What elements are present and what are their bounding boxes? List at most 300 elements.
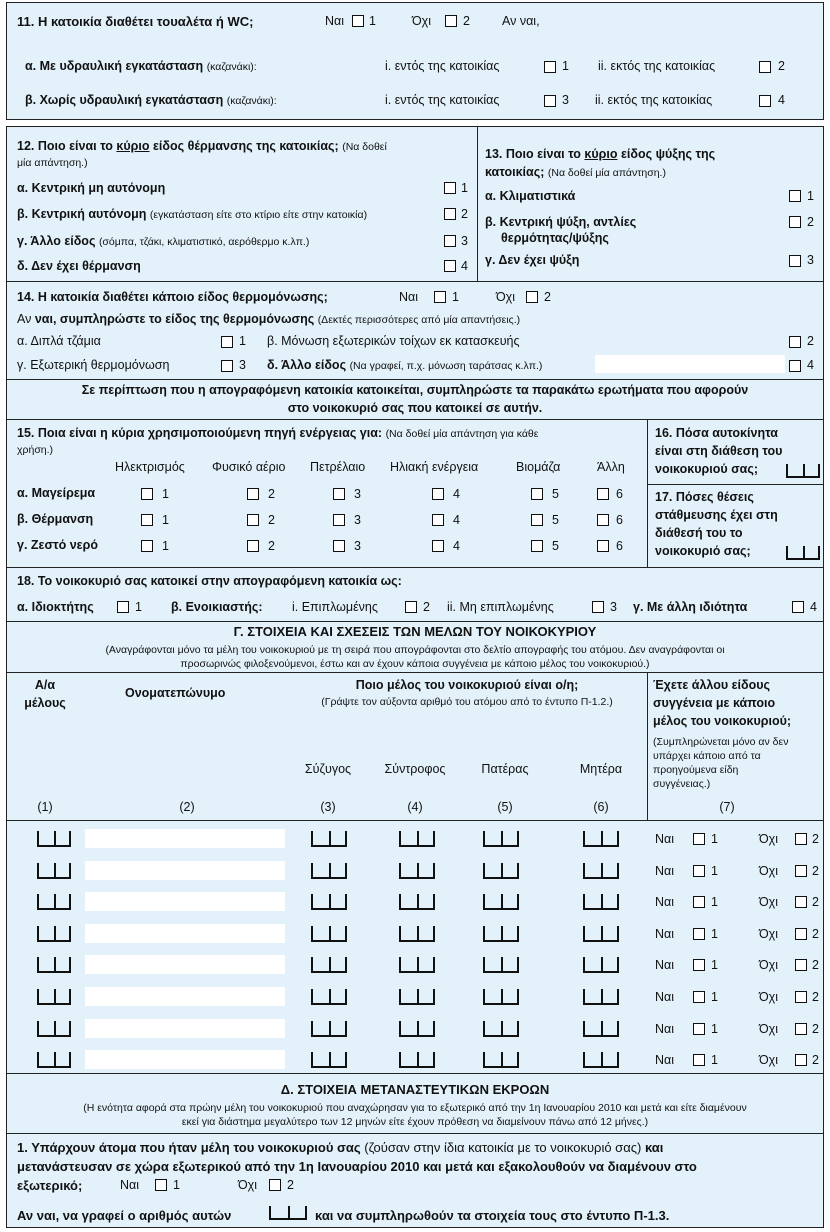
member-no-checkbox[interactable]	[795, 896, 807, 908]
q11-a-out: ii. εκτός της κατοικίας	[598, 59, 716, 73]
member-partner-digits[interactable]	[399, 894, 435, 910]
member-no-code: 2	[812, 1053, 819, 1068]
q11-b-in-code: 3	[562, 93, 569, 107]
member-no-label: Όχι	[759, 1021, 779, 1036]
inhabited-note	[6, 380, 824, 420]
member-no-code: 2	[812, 895, 819, 910]
secd-no-label: Όχι	[238, 1178, 258, 1192]
q11-b-out-code: 4	[778, 93, 785, 107]
q14-d-code: 4	[807, 358, 814, 372]
q11-a-in: i. εντός της κατοικίας	[385, 59, 500, 73]
q11-if-yes: Αν ναι,	[502, 14, 540, 28]
member-yes-code: 1	[711, 990, 718, 1004]
member-mother-digits[interactable]	[583, 926, 619, 942]
q13-question-line2: κατοικίας; (Να δοθεί μία απάντηση.)	[485, 165, 666, 179]
member-serial-digits[interactable]	[37, 926, 71, 942]
col7-number: (7)	[719, 800, 735, 814]
q15-cooking-1-checkbox[interactable]	[141, 488, 153, 500]
q11-a-in-code: 1	[562, 59, 569, 73]
q15-code: 2	[268, 487, 275, 501]
q14-c-checkbox[interactable]	[221, 360, 233, 372]
q15-code: 1	[162, 513, 169, 527]
q14-question: 14. Η κατοικία διαθέτει κάποιο είδος θερμομόνωσης;	[17, 290, 328, 304]
member-name-input[interactable]	[85, 1050, 285, 1069]
member-name-input[interactable]	[85, 1019, 285, 1038]
secd-if-yes-continued: και να συμπληρωθούν τα στοιχεία τους στο έντυπο Π-1.3.	[315, 1208, 670, 1223]
secd-q1-line3: εξωτερικό;	[17, 1178, 83, 1193]
q14-a-label: α. Διπλά τζάμια	[17, 334, 101, 348]
secd-yes-code: 1	[173, 1178, 180, 1192]
q15-heating-5-checkbox[interactable]	[531, 514, 543, 526]
member-yes-code: 1	[711, 1053, 718, 1068]
q18-owner-code: 1	[135, 600, 142, 614]
member-yes-label: Ναι	[655, 1053, 675, 1068]
q14-d-label: δ. Άλλο είδος (Να γραφεί, π.χ. μόνωση ταράτσας κ.λπ.)	[267, 358, 543, 372]
q15-source-biomass: Βιομάζα	[516, 460, 561, 474]
member-yes-code: 1	[711, 832, 718, 846]
q15-code: 4	[453, 487, 460, 501]
q17-line2: στάθμευσης έχει στη	[655, 508, 778, 522]
col7-note-1: (Συμπληρώνεται μόνο αν δεν	[653, 736, 789, 748]
q17-digit-box[interactable]	[786, 546, 820, 560]
q18-other: γ. Με άλλη ιδιότητα	[633, 600, 748, 614]
q12-note: μία απάντηση.)	[17, 157, 88, 169]
member-yes-label: Ναι	[655, 990, 675, 1004]
q15-heating-6-checkbox[interactable]	[597, 514, 609, 526]
member-spouse-digits[interactable]	[311, 1021, 347, 1037]
col1-number: (1)	[37, 800, 53, 814]
section-g-note1: (Αναγράφονται μόνο τα μέλη του νοικοκυριού με τη σειρά που απογράφονται στο δελτίο απογραφής του ατόμου. Δεν αναγράφονται οι	[105, 644, 725, 656]
col2-number: (2)	[179, 800, 195, 814]
secd-q1-line2: μετανάστευσαν σε χώρα εξωτερικού από την 1η Ιανουαρίου 2010 και μετά και εξακολουθούν να διαμένουν στο	[17, 1159, 697, 1174]
q15-hotwater-2-checkbox[interactable]	[247, 540, 259, 552]
member-no-code: 2	[812, 926, 819, 941]
member-no-code: 2	[812, 1021, 819, 1036]
col7-note-3: προηγούμενα είδη	[653, 764, 739, 776]
member-yes-code: 1	[711, 1021, 718, 1036]
member-no-checkbox[interactable]	[795, 991, 807, 1003]
member-father-digits[interactable]	[483, 863, 519, 879]
q15-hotwater-5-checkbox[interactable]	[531, 540, 543, 552]
q16-q17-divider	[647, 484, 823, 485]
q13-a-code: 1	[807, 189, 814, 203]
member-serial-digits[interactable]	[37, 989, 71, 1005]
member-father-digits[interactable]	[483, 1021, 519, 1037]
q11-yes-checkbox[interactable]	[352, 15, 364, 27]
q18-unfurnished-checkbox[interactable]	[592, 601, 604, 613]
q11-question: 11. Η κατοικία διαθέτει τουαλέτα ή WC;	[17, 14, 254, 29]
member-no-code: 2	[812, 990, 819, 1004]
member-name-input[interactable]	[85, 924, 285, 943]
member-no-label: Όχι	[759, 863, 779, 878]
who-header: Ποιο μέλος του νοικοκυριού είναι ο/η;	[355, 678, 579, 692]
q11-b-in: i. εντός της κατοικίας	[385, 93, 500, 107]
member-father-digits[interactable]	[483, 957, 519, 973]
q15-hotwater-6-checkbox[interactable]	[597, 540, 609, 552]
q15-code: 5	[552, 487, 559, 501]
member-yes-code: 1	[711, 863, 718, 878]
q16-digit-box[interactable]	[786, 464, 820, 478]
member-yes-label: Ναι	[655, 1021, 675, 1036]
q18-furnished-code: 2	[423, 600, 430, 614]
q15-code: 3	[354, 513, 361, 527]
q15-code: 6	[616, 513, 623, 527]
q12-question: 12. Ποιο είναι το κύριο είδος θέρμανσης της κατοικίας; (Να δοθεί	[17, 139, 387, 153]
q15-cooking-6-checkbox[interactable]	[597, 488, 609, 500]
q15-hotwater-4-checkbox[interactable]	[432, 540, 444, 552]
member-no-checkbox[interactable]	[795, 928, 807, 940]
member-spouse-digits[interactable]	[311, 894, 347, 910]
q18-other-checkbox[interactable]	[792, 601, 804, 613]
q11-a-out-code: 2	[778, 59, 785, 73]
section-d-note1: (Η ενότητα αφορά στα πρώην μέλη του νοικοκυριού που αναχώρησαν για το εξωτερικό από την 1η Ιανουαρίου 2010 και μετά και είτε διαμένουν	[83, 1102, 747, 1114]
q12-b-code: 2	[461, 207, 468, 221]
q14-no-code: 2	[544, 290, 551, 304]
member-no-label: Όχι	[759, 1053, 779, 1068]
member-yes-checkbox[interactable]	[693, 833, 705, 845]
member-row	[7, 827, 823, 851]
member-partner-digits[interactable]	[399, 1052, 435, 1068]
inhabited-note-line2: στο νοικοκυριό σας που κατοικεί σε αυτήν.	[287, 401, 543, 415]
q17-line4: νοικοκυριό σας;	[655, 544, 751, 558]
member-partner-digits[interactable]	[399, 831, 435, 847]
member-yes-code: 1	[711, 958, 718, 973]
q18-question: 18. Το νοικοκυριό σας κατοικεί στην απογραφόμενη κατοικία ως:	[17, 574, 402, 588]
col5-header: Πατέρας	[481, 762, 529, 776]
member-no-code: 2	[812, 863, 819, 878]
q12-option-c: γ. Άλλο είδος (σόμπα, τζάκι, κλιματιστικό, αερόθερμο κ.λπ.)	[17, 234, 310, 248]
secd-count-digit-box[interactable]	[269, 1206, 307, 1220]
member-father-digits[interactable]	[483, 894, 519, 910]
q14-b-label: β. Μόνωση εξωτερικών τοίχων εκ κατασκευής	[267, 334, 520, 348]
section-d-note2: εκεί για διάστημα μεγαλύτερο των 12 μηνών είτε έχουν πρόθεση να διαμείνουν πάνω από 12 μήνες.)	[181, 1116, 649, 1128]
q15-source-other: Άλλη	[597, 460, 625, 474]
secd-no-code: 2	[287, 1178, 294, 1192]
q18-furnished: i. Επιπλωμένης	[292, 600, 378, 614]
q15-cooking-5-checkbox[interactable]	[531, 488, 543, 500]
q16-line2: είναι στη διάθεση του	[655, 444, 783, 458]
q11-no-label: Όχι	[412, 14, 432, 28]
member-serial-digits[interactable]	[37, 957, 71, 973]
q13-c-checkbox[interactable]	[789, 255, 801, 267]
member-mother-digits[interactable]	[583, 1021, 619, 1037]
q11-a-label: α. Με υδραυλική εγκατάσταση (καζανάκι):	[25, 59, 257, 73]
q15-row-heating: β. Θέρμανση	[17, 512, 94, 526]
member-no-checkbox[interactable]	[795, 1054, 807, 1066]
q15-heating-2-checkbox[interactable]	[247, 514, 259, 526]
member-no-label: Όχι	[759, 895, 779, 910]
q15-code: 2	[268, 539, 275, 553]
member-row	[7, 953, 823, 977]
member-yes-label: Ναι	[655, 863, 675, 878]
member-spouse-digits[interactable]	[311, 1052, 347, 1068]
q11-b-label: β. Χωρίς υδραυλική εγκατάσταση (καζανάκι):	[25, 93, 277, 107]
member-yes-code: 1	[711, 926, 718, 941]
section-g-note2: προσωρινώς φιλοξενούμενοι, έστω και αν έχουν κάποια συγγένεια με κάποιο μέλος του νοικοκυριού.)	[180, 658, 650, 670]
q18-owner: α. Ιδιοκτήτης	[17, 600, 94, 614]
q15-code: 1	[162, 487, 169, 501]
q11-section	[6, 2, 824, 120]
member-row	[7, 1048, 823, 1072]
member-no-label: Όχι	[759, 926, 779, 941]
q18-owner-checkbox[interactable]	[117, 601, 129, 613]
member-mother-digits[interactable]	[583, 894, 619, 910]
q15-question: 15. Ποια είναι η κύρια χρησιμοποιούμενη πηγή ενέργειας για: (Να δοθεί μία απάντηση για κάθε	[17, 426, 539, 440]
q12-a-checkbox[interactable]	[444, 182, 456, 194]
secd-yes-checkbox[interactable]	[155, 1179, 167, 1191]
q16-line3: νοικοκυριού σας;	[655, 462, 758, 476]
section-d	[6, 1074, 824, 1134]
secd-no-checkbox[interactable]	[269, 1179, 281, 1191]
col4-header: Σύντροφος	[384, 762, 446, 776]
q11-no-checkbox[interactable]	[445, 15, 457, 27]
q14-d-checkbox[interactable]	[789, 360, 801, 372]
member-serial-digits[interactable]	[37, 1052, 71, 1068]
q11-a-in-checkbox[interactable]	[544, 61, 556, 73]
member-row	[7, 922, 823, 946]
q15-heating-4-checkbox[interactable]	[432, 514, 444, 526]
member-row	[7, 1017, 823, 1041]
q15-code: 6	[616, 487, 623, 501]
col3-header: Σύζυγος	[304, 762, 352, 776]
member-serial-digits[interactable]	[37, 831, 71, 847]
member-yes-label: Ναι	[655, 832, 675, 846]
member-father-digits[interactable]	[483, 831, 519, 847]
q15-code: 4	[453, 513, 460, 527]
q13-option-b-line2: θερμότητας/ψύξης	[501, 231, 609, 245]
inhabited-note-line1: Σε περίπτωση που η απογραφόμενη κατοικία κατοικείται, συμπληρώστε τα παρακάτω ερωτήματα που αφορούν	[81, 383, 749, 397]
q17-line3: διάθεσή του το	[655, 526, 743, 540]
q11-b-out: ii. εκτός της κατοικίας	[595, 93, 713, 107]
q13-option-c: γ. Δεν έχει ψύξη	[485, 253, 580, 267]
q14-other-input[interactable]	[595, 355, 785, 373]
secd-yes-label: Ναι	[120, 1178, 140, 1192]
q15-code: 6	[616, 539, 623, 553]
member-no-label: Όχι	[759, 958, 779, 973]
secd-if-yes: Αν ναι, να γραφεί ο αριθμός αυτών	[17, 1208, 232, 1223]
q15-cooking-2-checkbox[interactable]	[247, 488, 259, 500]
section-g-rows-line	[7, 820, 823, 821]
q15-section	[6, 420, 824, 568]
section-g	[6, 622, 824, 1074]
q11-no-code: 2	[463, 14, 470, 28]
member-name-input[interactable]	[85, 955, 285, 974]
q12-d-code: 4	[461, 259, 468, 273]
member-yes-label: Ναι	[655, 926, 675, 941]
q14-no-label: Όχι	[496, 290, 516, 304]
section-d-q1	[6, 1134, 824, 1228]
q15-hotwater-1-checkbox[interactable]	[141, 540, 153, 552]
q18-other-code: 4	[810, 600, 817, 614]
member-father-digits[interactable]	[483, 1052, 519, 1068]
q14-yes-checkbox[interactable]	[434, 291, 446, 303]
q15-code: 3	[354, 539, 361, 553]
member-no-checkbox[interactable]	[795, 833, 807, 845]
q18-unfurnished: ii. Μη επιπλωμένης	[447, 600, 554, 614]
member-name-input[interactable]	[85, 829, 285, 848]
member-spouse-digits[interactable]	[311, 957, 347, 973]
member-spouse-digits[interactable]	[311, 926, 347, 942]
col4-number: (4)	[407, 800, 423, 814]
member-partner-digits[interactable]	[399, 957, 435, 973]
q11-b-in-checkbox[interactable]	[544, 95, 556, 107]
member-father-digits[interactable]	[483, 989, 519, 1005]
col7-header-l3: μέλος του νοικοκυριού;	[653, 714, 792, 728]
q12-c-code: 3	[461, 234, 468, 248]
q15-code: 3	[354, 487, 361, 501]
q14-yes-code: 1	[452, 290, 459, 304]
q13-option-b: β. Κεντρική ψύξη, αντλίες	[485, 215, 637, 229]
member-partner-digits[interactable]	[399, 989, 435, 1005]
col6-header: Μητέρα	[579, 762, 623, 776]
member-yes-label: Ναι	[655, 958, 675, 973]
member-no-checkbox[interactable]	[795, 959, 807, 971]
member-no-checkbox[interactable]	[795, 1023, 807, 1035]
q14-a-code: 1	[239, 334, 246, 348]
q14-no-checkbox[interactable]	[526, 291, 538, 303]
member-partner-digits[interactable]	[399, 1021, 435, 1037]
q15-divider	[647, 420, 648, 567]
member-mother-digits[interactable]	[583, 863, 619, 879]
q11-yes-code: 1	[369, 14, 376, 28]
section-d-title: Δ. ΣΤΟΙΧΕΙΑ ΜΕΤΑΝΑΣΤΕΥΤΙΚΩΝ ΕΚΡΟΩΝ	[280, 1082, 550, 1097]
member-yes-checkbox[interactable]	[693, 1023, 705, 1035]
q15-heating-1-checkbox[interactable]	[141, 514, 153, 526]
q14-c-code: 3	[239, 358, 246, 372]
q14-yes-label: Ναι	[399, 290, 419, 304]
q13-option-a: α. Κλιματιστικά	[485, 189, 576, 203]
q11-a-out-checkbox[interactable]	[759, 61, 771, 73]
member-row	[7, 890, 823, 914]
member-yes-checkbox[interactable]	[693, 928, 705, 940]
member-no-label: Όχι	[759, 832, 779, 846]
col1-header-line2: μέλους	[24, 696, 66, 710]
member-name-input[interactable]	[85, 892, 285, 911]
q12-q13-section	[6, 126, 824, 282]
q15-source-solar: Ηλιακή ενέργεια	[390, 460, 479, 474]
member-yes-checkbox[interactable]	[693, 959, 705, 971]
col7-note-2: υπάρχει κάποιο από τα	[653, 750, 761, 762]
col2-header: Ονοματεπώνυμο	[125, 686, 226, 700]
who-note: (Γράψτε τον αύξοντα αριθμό του ατόμου από το έντυπο Π-1.2.)	[321, 696, 613, 708]
member-no-code: 2	[812, 958, 819, 973]
q15-cooking-3-checkbox[interactable]	[333, 488, 345, 500]
q14-section	[6, 282, 824, 380]
col1-header: Α/α	[34, 678, 56, 692]
member-serial-digits[interactable]	[37, 863, 71, 879]
q13-b-code: 2	[807, 215, 814, 229]
q18-section	[6, 568, 824, 622]
q15-code: 2	[268, 513, 275, 527]
q12-option-a: α. Κεντρική μη αυτόνομη	[17, 181, 166, 195]
col5-number: (5)	[497, 800, 513, 814]
q15-row-hotwater: γ. Ζεστό νερό	[17, 538, 98, 552]
member-mother-digits[interactable]	[583, 989, 619, 1005]
q13-b-checkbox[interactable]	[789, 216, 801, 228]
q15-source-electricity: Ηλεκτρισμός	[115, 460, 185, 474]
col7-divider	[647, 672, 648, 820]
q17-line1: 17. Πόσες θέσεις	[655, 490, 754, 504]
member-no-code: 2	[812, 832, 819, 846]
q13-c-code: 3	[807, 253, 814, 267]
q15-code: 5	[552, 539, 559, 553]
col7-note-4: συγγένειας.)	[653, 778, 711, 790]
member-mother-digits[interactable]	[583, 957, 619, 973]
q15-source-oil: Πετρέλαιο	[310, 460, 366, 474]
q14-b-checkbox[interactable]	[789, 336, 801, 348]
q15-heating-3-checkbox[interactable]	[333, 514, 345, 526]
q12-option-b: β. Κεντρική αυτόνομη (εγκατάσταση είτε στο κτίριο είτε στην κατοικία)	[17, 207, 368, 221]
q15-row-cooking: α. Μαγείρεμα	[17, 486, 96, 500]
member-yes-label: Ναι	[655, 895, 675, 910]
q14-if-yes: Αν ναι, συμπληρώστε το είδος της θερμομόνωσης (Δεκτές περισσότερες από μία απαντήσεις.)	[17, 312, 521, 326]
member-spouse-digits[interactable]	[311, 989, 347, 1005]
member-yes-checkbox[interactable]	[693, 865, 705, 877]
member-row	[7, 859, 823, 883]
q11-yes-label: Ναι	[325, 14, 345, 28]
col7-header-l2: συγγένεια με κάποιο	[653, 696, 776, 710]
member-partner-digits[interactable]	[399, 863, 435, 879]
q12-a-code: 1	[461, 181, 468, 195]
q14-b-code: 2	[807, 334, 814, 348]
member-yes-checkbox[interactable]	[693, 991, 705, 1003]
member-yes-code: 1	[711, 895, 718, 910]
q18-furnished-checkbox[interactable]	[405, 601, 417, 613]
q11-b-out-checkbox[interactable]	[759, 95, 771, 107]
col6-number: (6)	[593, 800, 609, 814]
q14-a-checkbox[interactable]	[221, 336, 233, 348]
q18-tenant: β. Ενοικιαστής:	[171, 600, 263, 614]
q15-hotwater-3-checkbox[interactable]	[333, 540, 345, 552]
member-name-input[interactable]	[85, 987, 285, 1006]
q12-option-d: δ. Δεν έχει θέρμανση	[17, 259, 141, 273]
q12-c-checkbox[interactable]	[444, 235, 456, 247]
q13-a-checkbox[interactable]	[789, 190, 801, 202]
member-mother-digits[interactable]	[583, 1052, 619, 1068]
member-row	[7, 985, 823, 1009]
q15-code: 4	[453, 539, 460, 553]
q15-cooking-4-checkbox[interactable]	[432, 488, 444, 500]
q15-code: 5	[552, 513, 559, 527]
q12-q13-divider	[477, 127, 478, 281]
col7-header-l1: Έχετε άλλου είδους	[653, 678, 770, 692]
q14-c-label: γ. Εξωτερική θερμομόνωση	[17, 358, 170, 372]
section-g-header-line	[7, 672, 823, 673]
member-no-checkbox[interactable]	[795, 865, 807, 877]
member-father-digits[interactable]	[483, 926, 519, 942]
q12-d-checkbox[interactable]	[444, 260, 456, 272]
member-partner-digits[interactable]	[399, 926, 435, 942]
member-serial-digits[interactable]	[37, 894, 71, 910]
member-yes-checkbox[interactable]	[693, 1054, 705, 1066]
q13-question: 13. Ποιο είναι το κύριο είδος ψύξης της	[485, 147, 716, 161]
member-spouse-digits[interactable]	[311, 831, 347, 847]
member-mother-digits[interactable]	[583, 831, 619, 847]
q15-note: χρήση.)	[17, 444, 54, 456]
section-g-title: Γ. ΣΤΟΙΧΕΙΑ ΚΑΙ ΣΧΕΣΕΙΣ ΤΩΝ ΜΕΛΩΝ ΤΟΥ ΝΟΙΚΟΚΥΡΙΟΥ	[233, 624, 597, 639]
secd-q1-line1: 1. Υπάρχουν άτομα που ήταν μέλη του νοικοκυριού σας (ζούσαν στην ίδια κατοικία με το νοικοκυριό σας) και	[17, 1140, 664, 1155]
member-name-input[interactable]	[85, 861, 285, 880]
member-yes-checkbox[interactable]	[693, 896, 705, 908]
q16-line1: 16. Πόσα αυτοκίνητα	[655, 426, 778, 440]
q15-code: 1	[162, 539, 169, 553]
member-spouse-digits[interactable]	[311, 863, 347, 879]
q12-b-checkbox[interactable]	[444, 208, 456, 220]
member-serial-digits[interactable]	[37, 1021, 71, 1037]
q18-unfurnished-code: 3	[610, 600, 617, 614]
q15-source-gas: Φυσικό αέριο	[212, 460, 286, 474]
col3-number: (3)	[320, 800, 336, 814]
